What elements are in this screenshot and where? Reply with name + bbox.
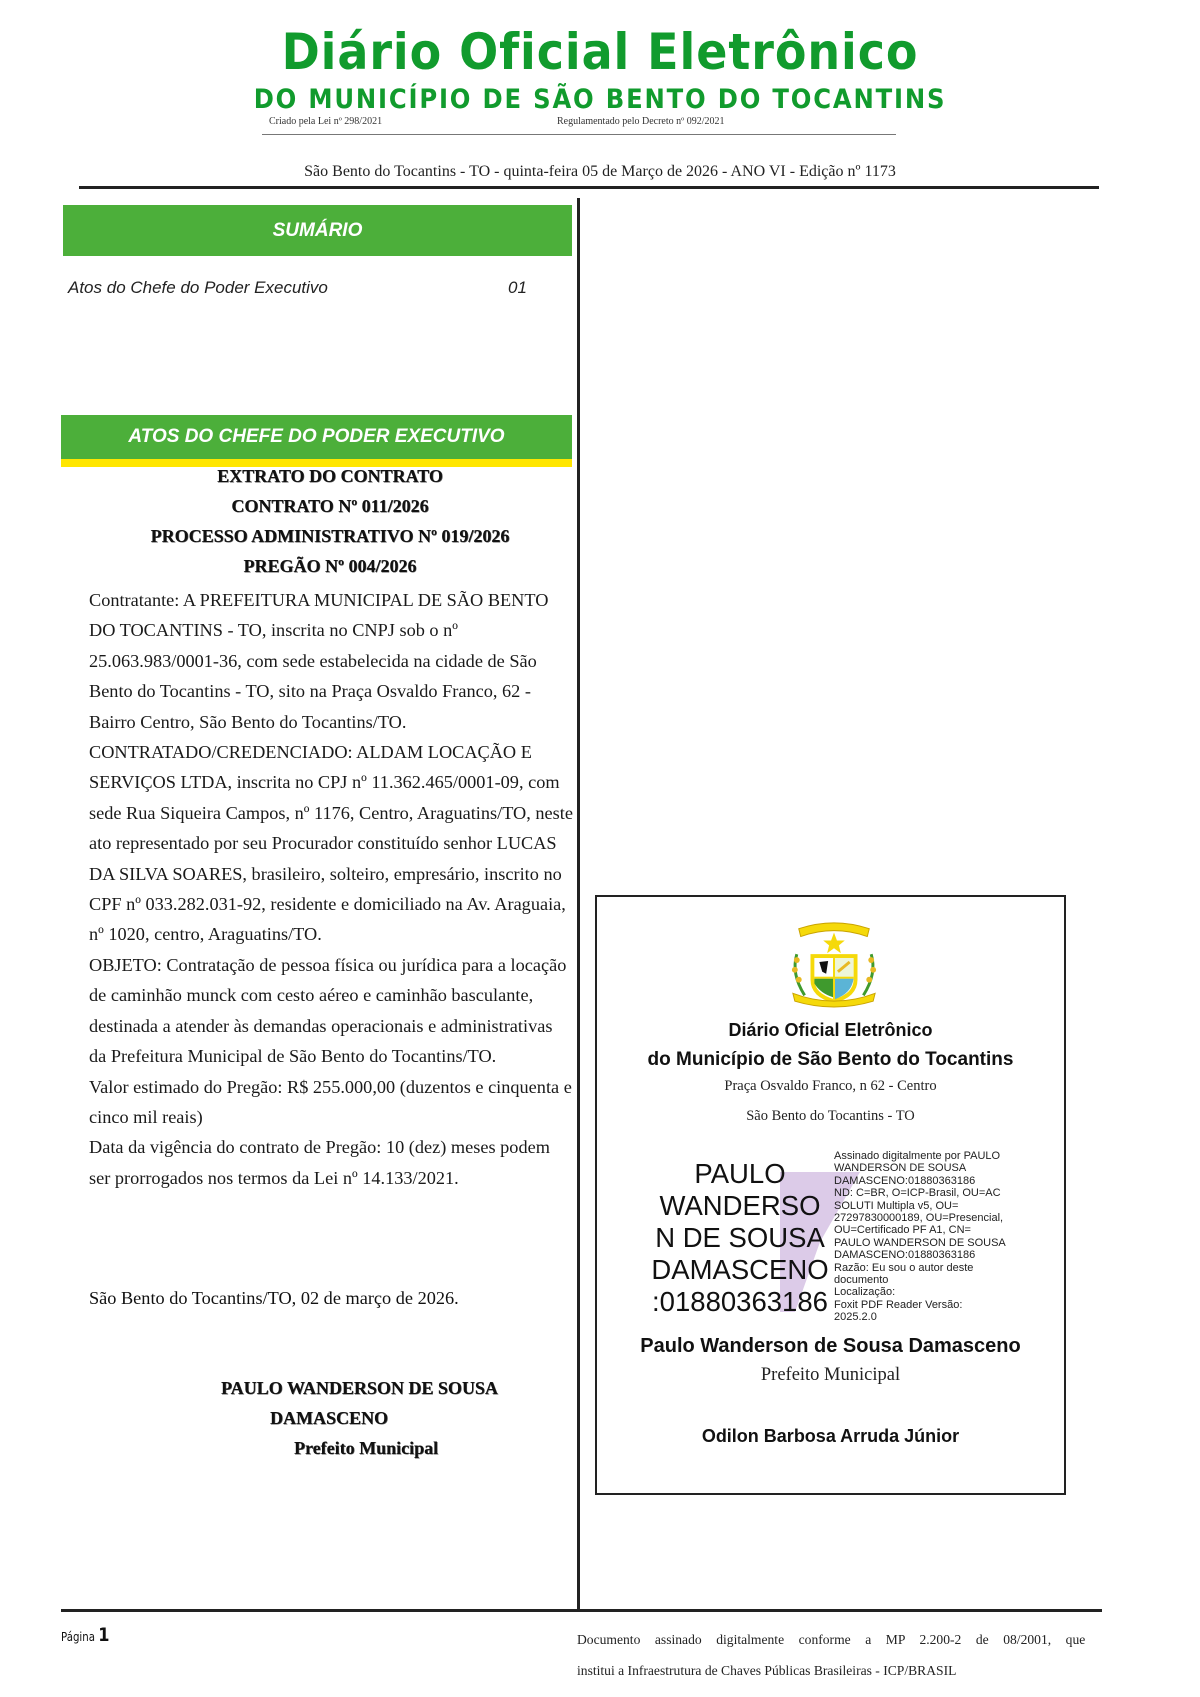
date-line: São Bento do Tocantins/TO, 02 de março de 2026. xyxy=(89,1288,459,1308)
sig-big-line: N DE SOUSA xyxy=(655,1222,825,1253)
page-number: 1 xyxy=(98,1624,110,1646)
heading-pregao: PREGÃO Nº 004/2026 xyxy=(243,556,417,576)
second-signer-name: Odilon Barbosa Arruda Júnior xyxy=(701,1426,960,1446)
sig-detail-line: Razão: Eu sou o autor deste xyxy=(834,1261,974,1274)
coat-of-arms-icon xyxy=(785,915,883,1009)
signatory-name-line2: DAMASCENO xyxy=(270,1408,389,1428)
footer-note-line2: institui a Infraestrutura de Chaves Públicas Brasileiras - ICP/BRASIL xyxy=(577,1664,957,1679)
sig-detail-line: OU=Certificado PF A1, CN= xyxy=(834,1224,971,1237)
masthead-title: Diário Oficial Eletrônico xyxy=(281,23,919,81)
footer-rule xyxy=(61,1609,1102,1612)
sig-detail-line: SOLUTI Multipla v5, OU= xyxy=(834,1199,959,1212)
sig-detail-line: 2025.2.0 xyxy=(834,1311,877,1324)
sig-detail-line: Foxit PDF Reader Versão: xyxy=(834,1298,963,1311)
heading-contrato: CONTRATO Nº 011/2026 xyxy=(231,496,429,516)
digital-signature-name xyxy=(645,1158,835,1318)
page-label: Página xyxy=(61,1630,95,1644)
sumario-item-atos[interactable]: Atos do Chefe do Poder Executivo xyxy=(68,278,328,297)
signer-role: Prefeito Municipal xyxy=(760,1365,901,1385)
heading-processo: PROCESSO ADMINISTRATIVO Nº 019/2026 xyxy=(150,526,510,546)
sig-detail-line: PAULO WANDERSON DE SOUSA xyxy=(834,1236,1006,1249)
sig-detail-line: DAMASCENO:01880363186 xyxy=(834,1174,976,1187)
sig-detail-line: documento xyxy=(834,1274,889,1287)
header-rule xyxy=(79,186,1099,189)
signatory-name-line1: PAULO WANDERSON DE SOUSA xyxy=(221,1378,498,1398)
sig-detail-line: DAMASCENO:01880363186 xyxy=(834,1249,976,1262)
box-title-line1: Diário Oficial Eletrônico xyxy=(728,1020,933,1040)
paragraph-contratado: CONTRATADO/CREDENCIADO: ALDAM LOCAÇÃO E SERVIÇOS LTDA, inscrita no CPJ nº 11.362.465/0001-09, com sede Rua Siqueira Campos, nº 1176, Centro, Araguatins/TO, neste ato representado por seu Procurador constituído senhor LUCAS DA SILVA SOARES, brasileiro, solteiro, empresário, inscrito no CPF nº 033.282.031-92, residente e domiciliado na Av. Araguaia, nº 1020, centro, Araguatins/TO. xyxy=(89,742,573,945)
section-header-atos: ATOS DO CHEFE DO PODER EXECUTIVO xyxy=(61,415,572,459)
regulation-decree: Regulamentado pelo Decreto nº 092/2021 xyxy=(557,116,725,127)
sumario-item-page: 01 xyxy=(508,278,527,297)
masthead-subtitle: DO MUNICÍPIO DE SÃO BENTO DO TOCANTINS xyxy=(253,84,947,115)
signatory-role: Prefeito Municipal xyxy=(294,1438,439,1458)
sig-detail-line: Assinado digitalmente por PAULO xyxy=(834,1150,1001,1162)
sumario-header: SUMÁRIO xyxy=(63,205,572,256)
heading-extrato: EXTRATO DO CONTRATO xyxy=(217,466,443,486)
page-indicator xyxy=(61,1624,109,1648)
sig-big-line: :01880363186 xyxy=(652,1286,828,1317)
contract-body xyxy=(89,585,573,1193)
paragraph-objeto: OBJETO: Contratação de pessoa física ou jurídica para a locação de caminhão munck com cesto aéreo e caminhão basculante, destinada a atender às demandas operacionais e administrativas da Prefeitura Municipal de São Bento do Tocantins/TO. xyxy=(89,954,567,1067)
footer-note-line1: Documento assinado digitalmente conforme a MP 2.200-2 de 08/2001, que xyxy=(577,1633,1086,1648)
sig-detail-line: WANDERSON DE SOUSA xyxy=(834,1162,967,1175)
box-title-line2: do Município de São Bento do Tocantins xyxy=(647,1049,1014,1070)
paragraph-contratante: Contratante: A PREFEITURA MUNICIPAL DE SÃO BENTO DO TOCANTINS - TO, inscrita no CNPJ sob o nº 25.063.983/0001-36, com sede estabelecida na cidade de São Bento do Tocantins - TO, sito na Praça Osvaldo Franco, 62 - Bairro Centro, São Bento do Tocantins/TO. xyxy=(89,590,549,732)
paragraph-valor: Valor estimado do Pregão: R$ 255.000,00 (duzentos e cinquenta e cinco mil reais) xyxy=(89,1076,572,1127)
column-divider xyxy=(577,198,580,1610)
box-address-line2: São Bento do Tocantins - TO xyxy=(746,1108,915,1124)
creation-law: Criado pela Lei nº 298/2021 xyxy=(269,116,383,127)
masthead-divider xyxy=(262,134,896,135)
edition-line: São Bento do Tocantins - TO - quinta-feira 05 de Março de 2026 - ANO VI - Edição nº 1173 xyxy=(304,163,896,180)
sig-detail-line: Localização: xyxy=(834,1286,896,1299)
paragraph-vigencia: Data da vigência do contrato de Pregão: 10 (dez) meses podem ser prorrogados nos termos da Lei nº 14.133/2021. xyxy=(89,1137,550,1188)
sig-big-line: PAULO xyxy=(694,1158,786,1189)
sig-big-line: WANDERSO xyxy=(659,1190,821,1221)
sig-detail-line: 27297830000189, OU=Presencial, xyxy=(834,1212,1004,1225)
digital-signature-details xyxy=(834,1150,1034,1324)
sig-big-line: DAMASCENO xyxy=(651,1254,829,1285)
signer-name: Paulo Wanderson de Sousa Damasceno xyxy=(640,1335,1021,1357)
sig-detail-line: ND: C=BR, O=ICP-Brasil, OU=AC xyxy=(834,1187,1001,1200)
box-address-line1: Praça Osvaldo Franco, n 62 - Centro xyxy=(724,1078,937,1094)
footer-legal-note xyxy=(577,1625,1085,1687)
